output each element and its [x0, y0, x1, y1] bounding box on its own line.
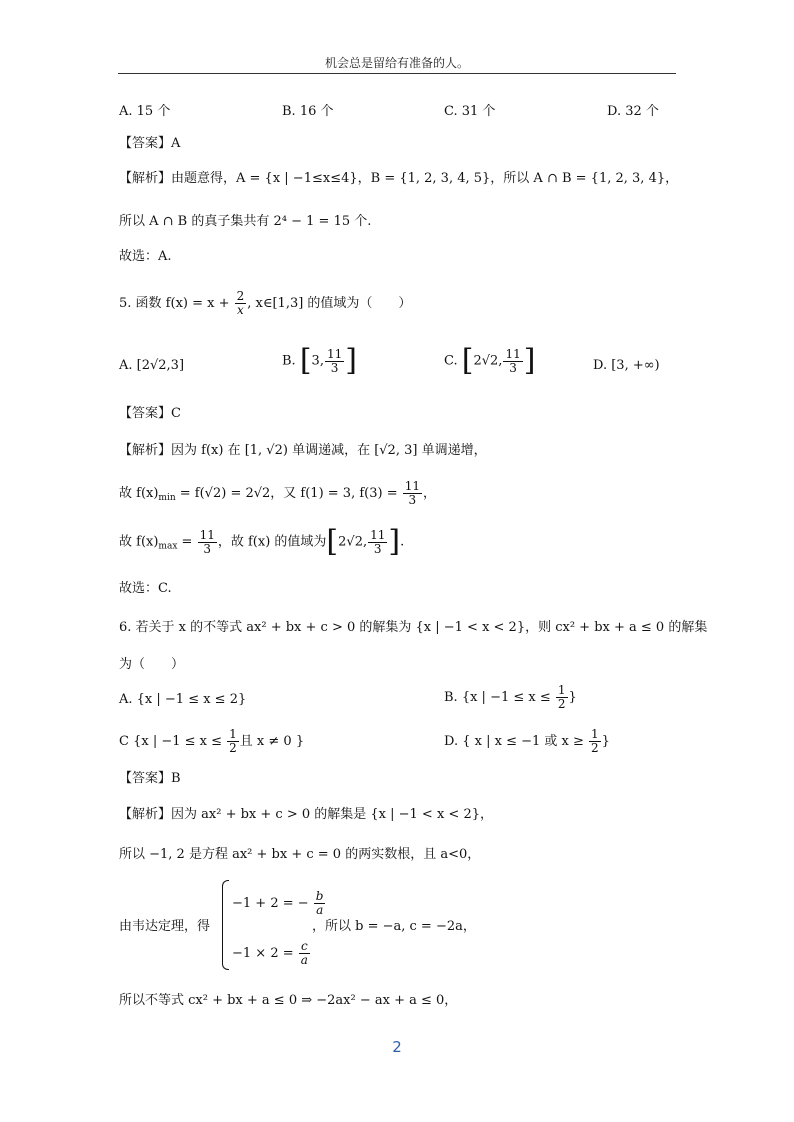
q5-option-c: [444, 343, 536, 378]
frac-numerator: 1: [591, 727, 599, 741]
q6-option-c-fraction: [227, 728, 239, 755]
q6-stem-line-2: 为（ ）: [119, 657, 185, 672]
q5-option-b-left: 3,: [311, 353, 324, 369]
frac-denominator: a: [300, 953, 308, 967]
q6-analysis-text-1: 因为 ax² + bx + c > 0 的解集是 {x | −1 < x < 2}，: [171, 807, 493, 822]
q6-option-d-post: }: [601, 734, 610, 749]
q6-analysis-label: 【解析】: [119, 807, 172, 822]
q5-option-a: A. [2√2,3]: [119, 358, 185, 373]
frac-denominator: 2: [557, 697, 566, 711]
q5-analysis-3-pre: 故 f(x): [119, 534, 159, 550]
q6-option-a: A. {x | −1 ≤ x ≤ 2}: [119, 692, 247, 707]
q5-analysis-3-mid: =: [177, 534, 193, 550]
q5-analysis-text-1: 因为 f(x) 在 [1, √2) 单调递减，在 [√2, 3] 单调递增，: [171, 443, 487, 458]
q6-option-d: [444, 728, 610, 755]
page-header: 机会总是留给有准备的人。: [324, 56, 469, 70]
q5-analysis-3-end: .: [400, 534, 405, 550]
q5-stem-fraction: [235, 290, 247, 317]
q6-vieta-pre: 由韦达定理，得: [119, 919, 211, 934]
q5-option-c-fraction: [503, 348, 522, 375]
frac-numerator: 11: [370, 527, 386, 542]
frac-numerator: 11: [199, 527, 215, 542]
frac-numerator: 2: [236, 289, 245, 303]
q5-conclusion: 故选：C.: [119, 581, 172, 596]
q5-analysis-3-range-fraction: [368, 529, 387, 556]
right-bracket-icon: ]: [388, 524, 401, 559]
q4-analysis-label: 【解析】: [119, 171, 172, 186]
q4-answer: 【答案】A: [119, 136, 181, 151]
q6-eq1-fraction: [314, 890, 326, 917]
q6-option-b-pre: B. {x | −1 ≤ x ≤: [444, 690, 551, 705]
q5-analysis-2-mid: = f(√2) = 2√2，又 f(1) = 3, f(3) =: [175, 486, 398, 501]
frac-denominator: a: [316, 903, 324, 917]
frac-denominator: x: [237, 303, 244, 317]
max-subscript: max: [158, 541, 178, 552]
q5-analysis-2-pre: 故 f(x): [119, 486, 159, 501]
left-bracket-icon: [: [326, 524, 339, 559]
frac-denominator: 3: [203, 541, 212, 556]
q4-option-d: D. 32 个: [607, 104, 659, 119]
q5-option-d: D. [3, +∞): [593, 358, 660, 373]
frac-numerator: c: [299, 940, 310, 954]
q6-option-d-pre: D. { x | x ≤ −1 或 x ≥: [444, 734, 584, 749]
frac-numerator: 1: [229, 727, 237, 741]
q5-analysis-3-mid2: ，故 f(x) 的值域为: [217, 534, 327, 550]
q5-option-b: [282, 343, 357, 378]
frac-numerator: 11: [326, 346, 343, 361]
q5-number: 5.: [119, 296, 132, 311]
frac-denominator: 2: [229, 741, 237, 755]
q5-analysis-3-fraction: [198, 529, 217, 556]
frac-numerator: b: [315, 889, 324, 903]
q6-vieta-eq-2: [232, 940, 311, 967]
q6-option-d-fraction: [589, 728, 601, 755]
q4-conclusion: 故选：A.: [119, 249, 172, 264]
frac-numerator: 11: [404, 479, 421, 493]
q4-analysis-text-1: 由题意得，A = {x | −1≤x≤4}，B = {1, 2, 3, 4, 5}，所以 A ∩ B = {1, 2, 3, 4}，: [171, 171, 679, 186]
q5-stem-pre: 函数 f(x) = x +: [135, 296, 230, 311]
q5-analysis-2-fraction: [403, 480, 422, 507]
q5-option-b-fraction: [325, 348, 344, 375]
q5-option-c-label: C.: [444, 353, 458, 369]
q5-analysis-line-2: [119, 480, 436, 507]
q6-option-b-post: }: [568, 690, 577, 705]
frac-numerator: 11: [505, 346, 521, 361]
q6-stem-line-1: 6. 若关于 x 的不等式 ax² + bx + c > 0 的解集为 {x | −1 < x < 2}，则 cx² + bx + a ≤ 0 的解集: [119, 620, 708, 635]
q5-stem: [119, 290, 411, 317]
q4-option-b: B. 16 个: [282, 104, 334, 119]
q5-option-b-label: B.: [282, 353, 296, 369]
q6-option-b-fraction: [556, 684, 568, 711]
q6-option-c-pre: C {x | −1 ≤ x ≤: [119, 734, 223, 749]
q6-eq2-pre: −1 × 2 =: [232, 946, 294, 961]
q4-analysis-line-1: [119, 170, 678, 188]
q6-option-c-post: 且 x ≠ 0 }: [239, 734, 305, 749]
q6-analysis-last: 所以不等式 cx² + bx + a ≤ 0 ⇒ −2ax² − ax + a ≤ 0，: [119, 993, 458, 1008]
frac-denominator: 3: [373, 541, 382, 556]
q6-answer: 【答案】B: [119, 771, 181, 786]
min-subscript: min: [158, 493, 176, 503]
q6-vieta-post: ，所以 b = −a, c = −2a，: [312, 919, 476, 934]
q6-option-c: [119, 728, 304, 755]
frac-numerator: 1: [557, 683, 566, 697]
right-bracket-icon: ]: [345, 343, 357, 378]
left-bracket-icon: [: [299, 343, 312, 378]
right-bracket-icon: ]: [523, 343, 536, 378]
frac-denominator: 3: [408, 493, 417, 507]
q5-analysis-3-bracket: 2√2,: [338, 534, 368, 550]
frac-denominator: 3: [330, 360, 339, 375]
q4-analysis-line-2: 所以 A ∩ B 的真子集共有 2⁴ − 1 = 15 个.: [119, 214, 372, 229]
q5-answer: 【答案】C: [119, 406, 181, 421]
q5-analysis-line-3: [119, 524, 405, 559]
q6-analysis-line-1: [119, 806, 493, 824]
header-divider: [118, 73, 676, 74]
frac-denominator: 3: [509, 360, 517, 375]
system-brace-icon: [222, 880, 229, 970]
q6-eq1-pre: −1 + 2 = −: [232, 896, 309, 911]
q5-analysis-2-end: ，: [423, 486, 437, 501]
left-bracket-icon: [: [461, 343, 474, 378]
q6-eq2-fraction: [299, 940, 310, 967]
q4-option-a: A. 15 个: [119, 104, 171, 119]
q4-option-c: C. 31 个: [444, 104, 496, 119]
q5-analysis-line-1: [119, 442, 487, 460]
frac-denominator: 2: [591, 741, 599, 755]
q6-analysis-line-2: 所以 −1, 2 是方程 ax² + bx + c = 0 的两实数根，且 a<0，: [119, 847, 481, 862]
q5-option-c-left: 2√2,: [473, 353, 503, 369]
page-number: 2: [392, 1038, 402, 1056]
q5-stem-post: , x∈[1,3] 的值域为（ ）: [247, 296, 412, 311]
q6-vieta-eq-1: [232, 890, 326, 917]
q6-option-b: [444, 684, 577, 711]
q5-analysis-label: 【解析】: [119, 443, 172, 458]
